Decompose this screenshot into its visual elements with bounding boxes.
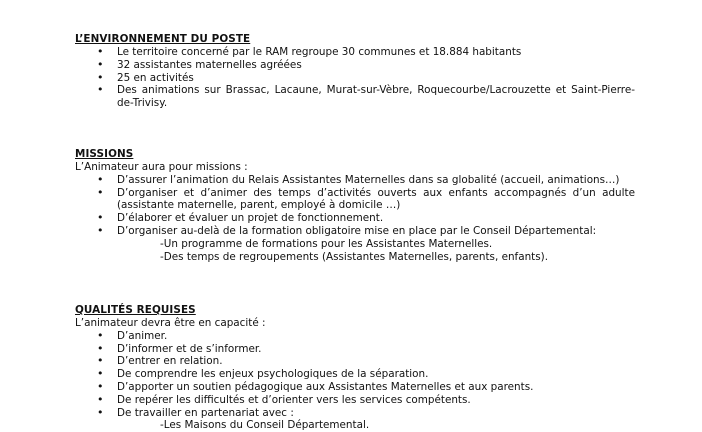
list-item: • 32 assistantes maternelles agréées — [75, 59, 635, 72]
section-heading-missions: MISSIONS — [75, 148, 134, 160]
section-environnement — [75, 33, 635, 110]
missions-list — [75, 174, 635, 238]
section-intro: L’Animateur aura pour missions : — [75, 161, 248, 173]
list-item: • Le territoire concerné par le RAM regroupe 30 communes et 18.884 habitants — [75, 46, 635, 59]
section-qualites — [75, 304, 635, 432]
list-item: • D’assurer l’animation du Relais Assistantes Maternelles dans sa globalité (accueil, animations…) — [75, 174, 635, 187]
list-item: • De travailler en partenariat avec : — [75, 407, 635, 420]
section-heading-qualites: QUALITÉS REQUISES — [75, 304, 196, 316]
list-item: • 25 en activités — [75, 72, 635, 85]
qualites-list — [75, 330, 635, 420]
list-item: • De comprendre les enjeux psychologiques de la séparation. — [75, 368, 635, 381]
list-item: • D’apporter un soutien pédagogique aux Assistantes Maternelles et aux parents. — [75, 381, 635, 394]
list-item: • D’informer et de s’informer. — [75, 343, 635, 356]
sub-item: -Des temps de regroupements (Assistantes Maternelles, parents, enfants). — [160, 250, 549, 263]
list-item: • D’organiser et d’animer des temps d’activités ouverts aux enfants accompagnés d’un adulte (assistante maternelle, parent, employé à domicile …) — [75, 187, 635, 213]
sub-item: -Les Maisons du Conseil Départemental. — [160, 419, 370, 432]
section-missions — [75, 148, 635, 263]
list-item: • D’élaborer et évaluer un projet de fonctionnement. — [75, 212, 635, 225]
list-item: • Des animations sur Brassac, Lacaune, Murat-sur-Vèbre, Roquecourbe/Lacrouzette et Saint-Pierre-de-Trivisy. — [75, 84, 635, 110]
list-item: • D’animer. — [75, 330, 635, 343]
list-item: • D’organiser au-delà de la formation obligatoire mise en place par le Conseil Départemental: — [75, 225, 635, 238]
list-item: • D’entrer en relation. — [75, 355, 635, 368]
section-heading-environnement: L’ENVIRONNEMENT DU POSTE — [75, 33, 251, 45]
environnement-list — [75, 46, 635, 110]
section-intro: L’animateur devra être en capacité : — [75, 317, 266, 329]
list-item: • De repérer les difficultés et d’orienter vers les services compétents. — [75, 394, 635, 407]
sub-item: -Un programme de formations pour les Assistantes Maternelles. — [160, 237, 493, 250]
